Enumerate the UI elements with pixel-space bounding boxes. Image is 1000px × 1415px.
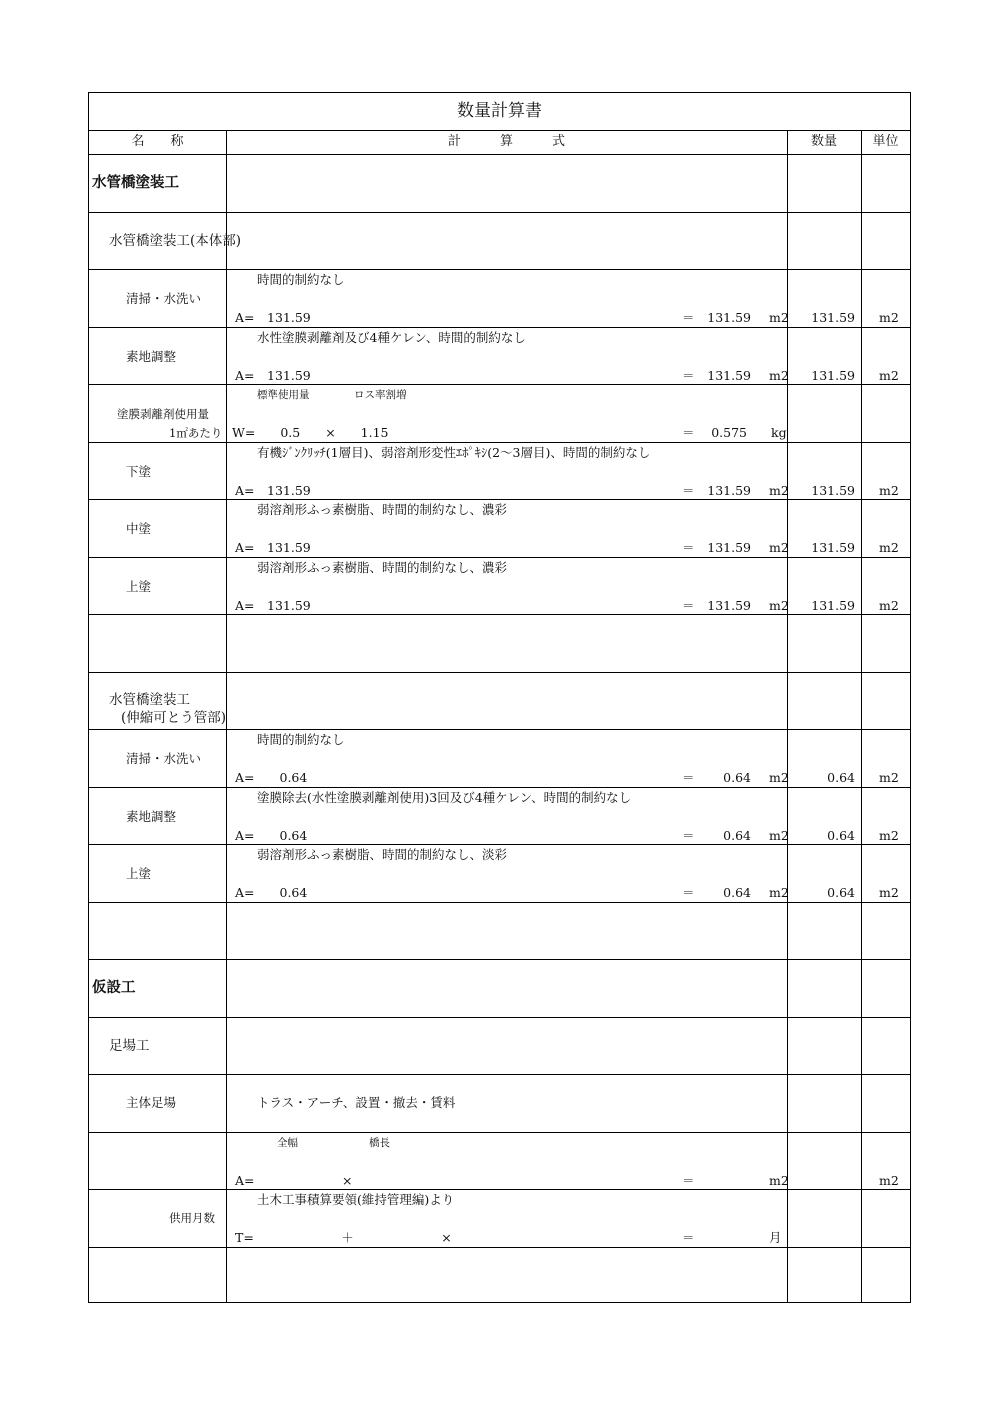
equals-sign: ＝ [682, 1172, 695, 1188]
equals-sign: ＝ [682, 885, 695, 900]
quantity-value: 0.64 [827, 885, 855, 900]
equals-sign: ＝ [682, 1230, 695, 1245]
section-title: 仮設工 [92, 980, 136, 996]
subsection-title: 水管橋塗装工(本体部) [109, 232, 242, 249]
subsection-title: 足場工 [109, 1037, 150, 1054]
formula-result-unit: m2 [769, 597, 789, 613]
header-formula: 計 算 式 [226, 130, 787, 155]
formula-result-unit: m2 [769, 310, 789, 325]
item-description: トラス・アーチ、設置・撤去・賃料 [257, 1095, 456, 1110]
column-divider [861, 130, 862, 1302]
item-description: 時間的制約なし [257, 732, 345, 747]
calculation-sheet [88, 92, 911, 1303]
quantity-value: 131.59 [811, 482, 855, 498]
formula-result-unit: m2 [769, 827, 789, 843]
unit-value: m2 [879, 1172, 899, 1188]
formula-result: 0.64 [723, 770, 751, 785]
formula-label: 標準使用量 [257, 389, 310, 401]
unit-value: m2 [879, 310, 899, 325]
quantity-value: 131.59 [811, 540, 855, 555]
item-description: 弱溶剤形ふっ素樹脂、時間的制約なし、濃彩 [257, 559, 508, 575]
unit-value: m2 [879, 770, 899, 785]
formula-label: ロス率割増 [354, 389, 407, 401]
equals-sign: ＝ [682, 310, 695, 325]
formula-expression: T= ＋ × [235, 1230, 452, 1245]
formula-result-unit: m2 [769, 540, 789, 555]
unit-value: m2 [879, 827, 899, 843]
section-title: 水管橋塗装工 [92, 175, 179, 191]
item-name: 素地調整 [126, 808, 177, 824]
item-description: 塗膜除去(水性塗膜剥離剤使用)3回及び4種ケレン、時間的制約なし [257, 789, 632, 805]
equals-sign: ＝ [682, 597, 695, 613]
item-name: 清掃・水洗い [126, 751, 202, 766]
formula-result-unit: m2 [769, 367, 789, 383]
header-quantity: 数量 [787, 130, 861, 155]
item-name: 供用月数 [169, 1211, 215, 1225]
item-description: 弱溶剤形ふっ素樹脂、時間的制約なし、濃彩 [257, 502, 508, 517]
equals-sign: ＝ [682, 827, 695, 843]
equals-sign: ＝ [682, 540, 695, 555]
formula-expression: A= 131.59 [235, 310, 311, 325]
formula-result-unit: 月 [769, 1230, 782, 1245]
formula-result-unit: m2 [769, 482, 789, 498]
header-unit: 単位 [861, 130, 910, 155]
formula-result-unit: m2 [769, 770, 789, 785]
formula-result-unit: kg [771, 425, 787, 440]
unit-value: m2 [879, 367, 899, 383]
item-name: 塗膜剥離剤使用量 [117, 407, 209, 421]
equals-sign: ＝ [682, 425, 695, 440]
item-name: 上塗 [126, 578, 152, 594]
formula-result: 0.64 [723, 827, 751, 843]
unit-value: m2 [879, 885, 899, 900]
header-name: 名 称 [89, 130, 226, 155]
item-name-note: 1㎡あたり [169, 426, 223, 440]
formula-expression: A= 0.64 [235, 885, 308, 900]
item-name: 下塗 [126, 463, 152, 479]
item-description: 土木工事積算要領(維持管理編)より [257, 1192, 455, 1207]
formula-label: 全幅 [277, 1136, 298, 1149]
item-name: 中塗 [126, 521, 152, 536]
formula-expression: A= × [235, 1172, 353, 1188]
column-divider [787, 130, 788, 1302]
formula-result: 131.59 [707, 597, 751, 613]
equals-sign: ＝ [682, 770, 695, 785]
quantity-value: 0.64 [827, 827, 855, 843]
unit-value: m2 [879, 597, 899, 613]
item-description: 弱溶剤形ふっ素樹脂、時間的制約なし、淡彩 [257, 847, 508, 862]
item-name: 主体足場 [126, 1095, 177, 1110]
quantity-value: 131.59 [811, 310, 855, 325]
formula-expression: A= 131.59 [235, 540, 311, 555]
formula-result-unit: m2 [769, 885, 789, 900]
equals-sign: ＝ [682, 482, 695, 498]
formula-result-unit: m2 [769, 1172, 789, 1188]
formula-expression: A= 131.59 [235, 597, 311, 613]
unit-value: m2 [879, 482, 899, 498]
item-description: 有機ｼﾞﾝｸﾘｯﾁ(1層目)、弱溶剤形変性ｴﾎﾟｷｼ(2～3層目)、時間的制約なし [257, 444, 651, 460]
formula-expression: A= 131.59 [235, 367, 311, 383]
formula-result: 0.64 [723, 885, 751, 900]
formula-expression: A= 0.64 [235, 827, 308, 843]
item-name: 清掃・水洗い [126, 291, 202, 306]
unit-value: m2 [879, 540, 899, 555]
item-name: 上塗 [126, 866, 152, 881]
equals-sign: ＝ [682, 367, 695, 383]
page-title: 数量計算書 [89, 93, 910, 131]
quantity-value: 0.64 [827, 770, 855, 785]
column-divider [226, 130, 227, 1302]
formula-result: 131.59 [707, 367, 751, 383]
subsection-title: 水管橋塗装工 [109, 691, 190, 708]
formula-result: 131.59 [707, 540, 751, 555]
formula-expression: A= 0.64 [235, 770, 308, 785]
formula-label: 橋長 [369, 1136, 390, 1149]
item-description: 時間的制約なし [257, 272, 345, 287]
item-name: 素地調整 [126, 348, 177, 364]
formula-expression: A= 131.59 [235, 482, 311, 498]
formula-result: 0.575 [711, 425, 747, 440]
subsection-subtitle: (伸縮可とう管部) [121, 709, 227, 726]
formula-result: 131.59 [707, 310, 751, 325]
quantity-value: 131.59 [811, 597, 855, 613]
formula-result: 131.59 [707, 482, 751, 498]
quantity-value: 131.59 [811, 367, 855, 383]
item-description: 水性塗膜剥離剤及び4種ケレン、時間的制約なし [257, 329, 526, 345]
formula-expression: W= 0.5 × 1.15 [232, 425, 389, 440]
